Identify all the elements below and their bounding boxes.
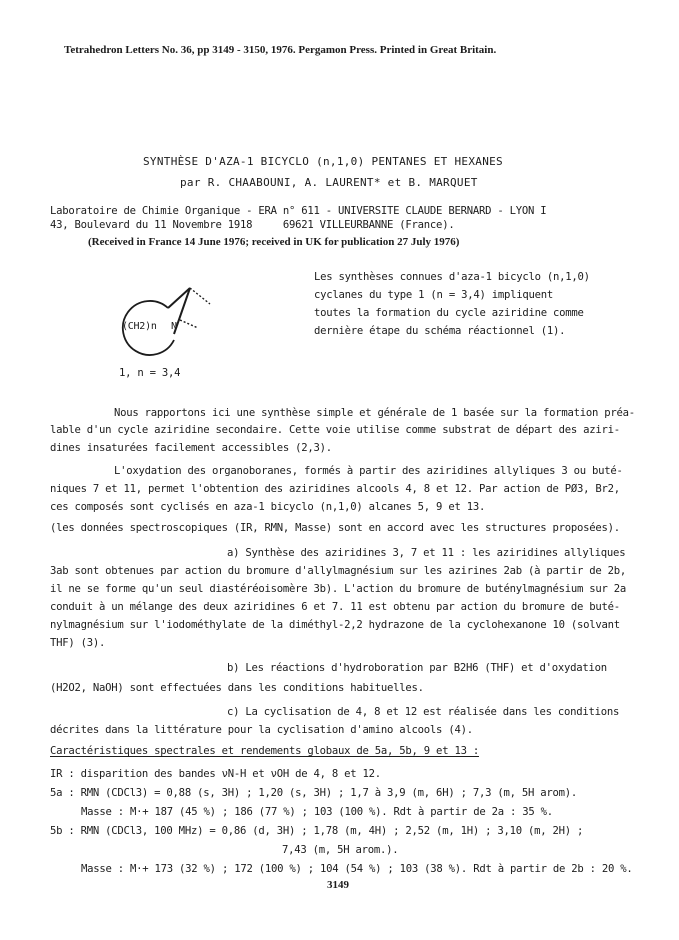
ir-line: IR : disparition des bandes νN-H et νOH de 4, 8 et 12. — [50, 768, 381, 780]
p2-line-2: niques 7 et 11, permet l'obtention des aziridines alcools 4, 8 et 12. Par action de PØ3, Br2, — [50, 483, 620, 495]
affiliation-line-1: Laboratoire de Chimie Organique - ERA n° 611 - UNIVERSITE CLAUDE BERNARD - LYON I — [50, 205, 547, 217]
pa-line-2: 3ab sont obtenues par action du bromure d'allylmagnésium sur les azirines 2ab (à partir de 2b, — [50, 565, 627, 577]
intro-line-2: cyclanes du type 1 (n = 3,4) impliquent — [314, 289, 553, 301]
p1-line-1: Nous rapportons ici une synthèse simple et générale de 1 basée sur la formation préa- — [114, 407, 635, 419]
page-number: 3149 — [327, 879, 349, 891]
compound-5b-nmr-cont: 7,43 (m, 5H arom.). — [282, 844, 399, 856]
pa-line-3: il ne se forme qu'un seul diastéréoisomère 3b). L'action du bromure de buténylmagnésium sur 2a — [50, 583, 627, 595]
compound-5a-nmr: 5a : RMN (CDCl3) = 0,88 (s, 3H) ; 1,20 (s, 3H) ; 1,7 à 3,9 (m, 6H) ; 7,3 (m, 5H arom). — [50, 787, 578, 799]
structure-caption: 1, n = 3,4 — [119, 367, 181, 379]
p1-line-2: lable d'un cycle aziridine secondaire. Cette voie utilise comme substrat de départ des aziri- — [50, 424, 620, 436]
pa-line-4: conduit à un mélange des deux aziridines 6 et 7. 11 est obtenu par action du bromure de buté- — [50, 601, 620, 613]
p1-line-3: dines insaturées facilement accessibles (2,3). — [50, 442, 332, 454]
received-note: (Received in France 14 June 1976; received in UK for publication 27 July 1976) — [88, 236, 460, 248]
pa-line-6: THF) (3). — [50, 637, 106, 649]
intro-line-3: toutes la formation du cycle aziridine comme — [314, 307, 584, 319]
affiliation-line-2: 43, Boulevard du 11 Novembre 1918 69621 VILLEURBANNE (France). — [50, 219, 455, 231]
characteristics-heading: Caractéristiques spectrales et rendements globaux de 5a, 5b, 9 et 13 : — [50, 745, 479, 757]
ring-label: (CH2)n — [122, 321, 157, 332]
pb-line-1: b) Les réactions d'hydroboration par B2H6 (THF) et d'oxydation — [227, 662, 607, 674]
intro-line-1: Les synthèses connues d'aza-1 bicyclo (n,1,0) — [314, 271, 590, 283]
compound-5b-nmr: 5b : RMN (CDCl3, 100 MHz) = 0,86 (d, 3H) ; 1,78 (m, 4H) ; 2,52 (m, 1H) ; 3,10 (m, 2H) ; — [50, 825, 584, 837]
authors: par R. CHAABOUNI, A. LAURENT* et B. MARQUET — [180, 176, 478, 189]
intro-line-4: dernière étape du schéma réactionnel (1). — [314, 325, 566, 337]
nitrogen-atom: N — [171, 321, 177, 332]
pc-line-1: c) La cyclisation de 4, 8 et 12 est réalisée dans les conditions — [227, 706, 620, 718]
paper-title: SYNTHÈSE D'AZA-1 BICYCLO (n,1,0) PENTANES ET HEXANES — [143, 155, 503, 168]
p2-line-3: ces composés sont cyclisés en aza-1 bicyclo (n,1,0) alcanes 5, 9 et 13. — [50, 501, 486, 513]
compound-5a-mass: Masse : M·+ 187 (45 %) ; 186 (77 %) ; 103 (100 %). Rdt à partir de 2a : 35 %. — [81, 806, 553, 818]
pa-line-5: nylmagnésium sur l'iodométhylate de la diméthyl-2,2 hydrazone de la cyclohexanone 10 (solvant — [50, 619, 620, 631]
compound-5b-mass: Masse : M·+ 173 (32 %) ; 172 (100 %) ; 104 (54 %) ; 103 (38 %). Rdt à partir de 2b : 20 %. — [81, 863, 633, 875]
journal-header: Tetrahedron Letters No. 36, pp 3149 - 3150, 1976. Pergamon Press. Printed in Great Britain. — [64, 44, 497, 56]
pa-line-1: a) Synthèse des aziridines 3, 7 et 11 : les aziridines allyliques — [227, 547, 626, 559]
p2-line-4: (les données spectroscopiques (IR, RMN, Masse) sont en accord avec les structures proposées). — [50, 522, 620, 534]
pb-line-2: (H2O2, NaOH) sont effectuées dans les conditions habituelles. — [50, 682, 424, 694]
pc-line-2: décrites dans la littérature pour la cyclisation d'amino alcools (4). — [50, 724, 473, 736]
p2-line-1: L'oxydation des organoboranes, formés à partir des aziridines allyliques 3 ou buté- — [114, 465, 623, 477]
